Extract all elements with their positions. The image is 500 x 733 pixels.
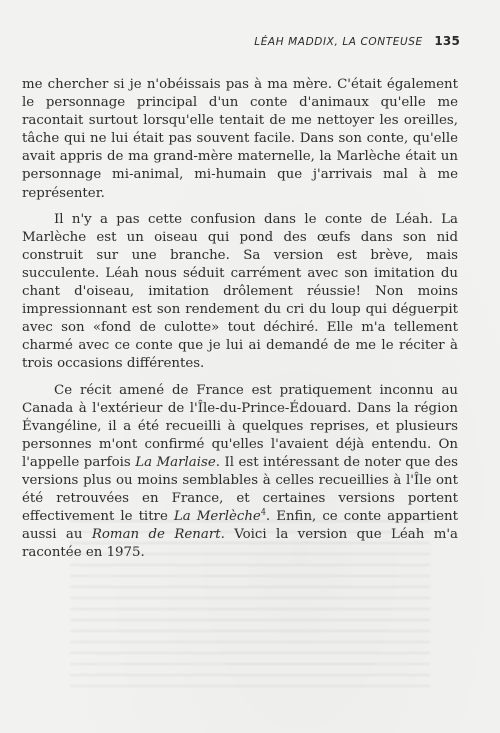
paragraph (22, 211, 458, 374)
text-run: . Voici la version que Léah m'a racontée en 1975. (22, 527, 458, 561)
page-number: 135 (434, 34, 460, 48)
footnote-ref: 4 (260, 507, 266, 517)
text-run: me chercher si je n'obéissais pas à ma mère. C'était également le personnage principal d'un conte d'animaux qu'elle me racontait surtout lorsqu'elle tentait de me nettoyer les oreilles, tâche qui ne lui était pas souvent facile. Dans son conte, qu'elle avait appris de ma grand-mère maternelle, la Marlèche était un personnage mi-animal, mi-humain que j'arrivais mal à me représenter. (22, 77, 458, 201)
text-run: . Il est intéressant de noter que des versions plus ou moins semblables à celles recueillies à l'Île ont été retrouvées en France, et certaines versions portent effectivement le titre (22, 454, 458, 525)
italic-title: La Merlèche (173, 509, 261, 525)
italic-title: La Marlaise (135, 454, 216, 470)
text-run: Ce récit amené de France est pratiquement inconnu au Canada à l'extérieur de l'Île-du-Prince-Édouard. Dans la région Évangéline, il a été recueilli à quelques reprises, et plusieurs personnes m'ont confirmé qu'elles l'avaient déjà entendu. On l'appelle parfois (22, 382, 458, 470)
italic-title: Roman de Renart (91, 527, 221, 543)
body-text (22, 76, 458, 562)
running-head-title: LÉAH MADDIX, LA CONTEUSE (254, 36, 423, 48)
running-head (254, 34, 460, 48)
paragraph (22, 76, 458, 203)
paragraph (22, 382, 458, 563)
text-run: Il n'y a pas cette confusion dans le conte de Léah. La Marlèche est un oiseau qui pond des œufs dans son nid construit sur une branche. Sa version est brève, mais succulente. Léah nous séduit carrément avec son imitation du chant d'oiseau, imitation drôlement réussie! Non moins impressionnant est son rendement du cri du loup qui déguerpit avec son «fond de culotte» tout déchiré. Elle m'a tellement charmé avec ce conte que je lui ai demandé de me le réciter à trois occasions différentes. (22, 211, 458, 372)
text-run: . Enfin, ce conte appartient aussi au (22, 509, 458, 543)
